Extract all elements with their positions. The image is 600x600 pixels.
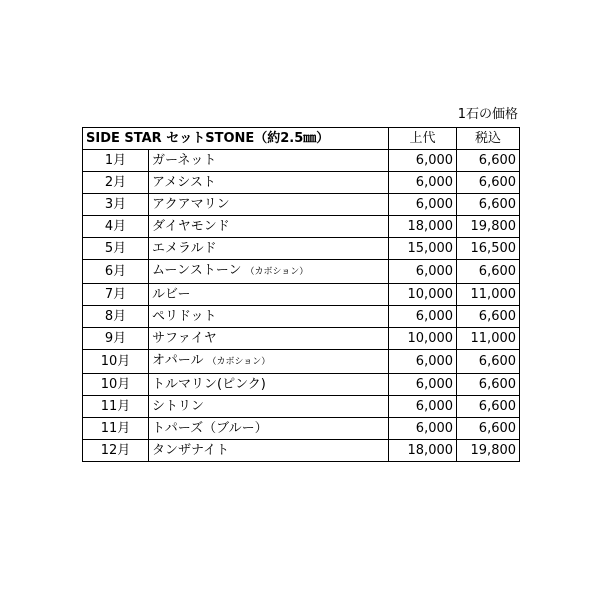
stone-name-cell: [149, 374, 389, 396]
tax-price-cell: 6,600: [457, 150, 520, 172]
tax-price-cell: 6,600: [457, 374, 520, 396]
stone-name-cell: [149, 306, 389, 328]
tax-price-cell: 11,000: [457, 284, 520, 306]
base-price-cell: 6,000: [389, 172, 457, 194]
birth-month-cell: 8月: [83, 306, 149, 328]
table-row: [83, 350, 520, 374]
birth-month-cell: 2月: [83, 172, 149, 194]
stone-name: アクアマリン: [152, 197, 230, 212]
tax-price-cell: 6,600: [457, 350, 520, 374]
stone-name: アメシスト: [152, 175, 216, 190]
tax-price-cell: 19,800: [457, 440, 520, 462]
tax-price-cell: 6,600: [457, 306, 520, 328]
stone-name: トパーズ（ブルー）: [152, 421, 268, 436]
tax-price-cell: 6,600: [457, 194, 520, 216]
tax-price-cell: 6,600: [457, 418, 520, 440]
table-row: [83, 150, 520, 172]
stone-name: トルマリン(ピンク): [152, 377, 266, 392]
base-price-cell: 6,000: [389, 260, 457, 284]
stone-name-cell: [149, 194, 389, 216]
table-row: [83, 418, 520, 440]
base-price-cell: 6,000: [389, 418, 457, 440]
base-price-cell: 10,000: [389, 328, 457, 350]
table-row: [83, 194, 520, 216]
stone-name: タンザナイト: [152, 443, 230, 458]
table-title: SIDE STAR セットSTONE（約2.5㎜）: [83, 128, 389, 150]
stone-name-cell: [149, 396, 389, 418]
birth-month-cell: 9月: [83, 328, 149, 350]
base-price-cell: 15,000: [389, 238, 457, 260]
stone-name: ムーンストーン: [152, 263, 242, 278]
base-price-cell: 6,000: [389, 350, 457, 374]
birth-month-cell: 11月: [83, 418, 149, 440]
base-price-cell: 18,000: [389, 216, 457, 238]
tax-price-cell: 6,600: [457, 396, 520, 418]
stone-cut-note: （カボション）: [245, 267, 309, 277]
stone-name: ペリドット: [152, 309, 217, 324]
stone-name-cell: [149, 350, 389, 374]
base-price-cell: 6,000: [389, 374, 457, 396]
tax-price-cell: 16,500: [457, 238, 520, 260]
tax-price-cell: 6,600: [457, 260, 520, 284]
stone-name: ガーネット: [152, 153, 217, 168]
birth-month-cell: 3月: [83, 194, 149, 216]
base-price-cell: 18,000: [389, 440, 457, 462]
birth-month-cell: 10月: [83, 374, 149, 396]
birth-month-cell: 4月: [83, 216, 149, 238]
table-row: [83, 440, 520, 462]
base-price-cell: 6,000: [389, 150, 457, 172]
birth-month-cell: 1月: [83, 150, 149, 172]
stone-name-cell: [149, 172, 389, 194]
stone-name: ルビー: [152, 287, 191, 302]
birth-month-cell: 7月: [83, 284, 149, 306]
price-table-body: [83, 128, 520, 462]
birth-month-cell: 12月: [83, 440, 149, 462]
table-row: [83, 328, 520, 350]
stone-name-cell: [149, 150, 389, 172]
stone-name-cell: [149, 418, 389, 440]
birth-month-cell: 5月: [83, 238, 149, 260]
stone-name-cell: [149, 260, 389, 284]
price-table: [82, 127, 520, 462]
table-row: [83, 374, 520, 396]
table-row: [83, 396, 520, 418]
table-row: [83, 172, 520, 194]
stone-name: エメラルド: [152, 241, 217, 256]
stone-name: シトリン: [152, 399, 205, 414]
stone-name-cell: [149, 328, 389, 350]
birth-month-cell: 11月: [83, 396, 149, 418]
table-row: [83, 306, 520, 328]
tax-price-cell: 11,000: [457, 328, 520, 350]
stone-name-cell: [149, 440, 389, 462]
stone-name-cell: [149, 238, 389, 260]
table-header-row: [83, 128, 520, 150]
stone-name: オパール: [152, 353, 204, 368]
tax-price-cell: 6,600: [457, 172, 520, 194]
stone-name-cell: [149, 216, 389, 238]
price-note: 1石の価格: [457, 107, 518, 122]
stone-name: サファイヤ: [152, 331, 217, 346]
tax-price-cell: 19,800: [457, 216, 520, 238]
birth-month-cell: 10月: [83, 350, 149, 374]
stone-name-cell: [149, 284, 389, 306]
base-price-header: 上代: [389, 128, 457, 150]
table-row: [83, 284, 520, 306]
base-price-cell: 6,000: [389, 396, 457, 418]
base-price-cell: 6,000: [389, 306, 457, 328]
tax-price-header: 税込: [457, 128, 520, 150]
birth-month-cell: 6月: [83, 260, 149, 284]
table-row: [83, 238, 520, 260]
table-row: [83, 260, 520, 284]
base-price-cell: 6,000: [389, 194, 457, 216]
base-price-cell: 10,000: [389, 284, 457, 306]
table-row: [83, 216, 520, 238]
stone-cut-note: （カボション）: [207, 357, 271, 367]
stone-name: ダイヤモンド: [152, 219, 230, 234]
